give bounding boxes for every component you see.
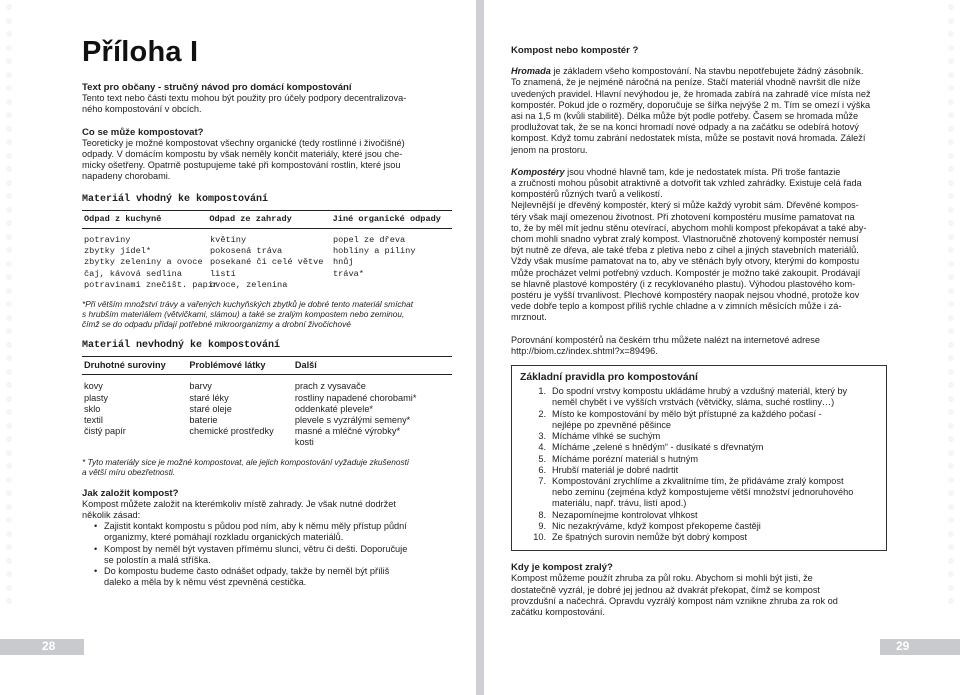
table-body: [82, 375, 452, 450]
komposter-line: Nejlevnější je dřevěný kompostér, který si může každý vyrobit sám. Dřevěné kompos-: [511, 200, 859, 211]
ripe-line: provzdušní a načechrá. Opravdu vyzrálý kompost nám vznikne zhruba za rok od: [511, 595, 838, 606]
rule-line: Nezapomínejme kontrolovat vlhkost: [552, 509, 698, 520]
komposter-line: chom mohli snadno vybrat zralý kompost. Vlastnoručně zhotovený kompostér nemusí: [511, 234, 859, 245]
table-cell: tráva*: [332, 268, 364, 279]
list-item: [520, 442, 876, 453]
table-cell: popel ze dřeva: [332, 235, 406, 246]
bullet-line: se polostín a malá stříška.: [104, 554, 211, 565]
how-line: několik zásad:: [82, 510, 141, 521]
unsuitable-table: [82, 356, 452, 450]
advice-link: http://biom.cz/index.shtml?x=89496.: [511, 345, 658, 356]
left-page-content: [82, 36, 452, 589]
rule-number: 8.: [538, 509, 546, 520]
list-item: [520, 431, 876, 442]
komposter-line: se hlavně plastové kompostéry (i z recyklovaného plastu). Výhodou plastového kom-: [511, 278, 856, 289]
unsuitable-note: a větší míru obezřetnosti.: [82, 466, 176, 477]
table-cell: listí: [210, 268, 236, 279]
rules-list: [520, 386, 876, 543]
what-line: napadeny chorobami.: [82, 171, 171, 182]
suitable-note: čímž se do odpadu přidají potřebné mikroorganizmy a drobní živočichové: [82, 319, 351, 330]
table-cell: barvy: [189, 381, 212, 392]
table-cell: ovoce, zelenina: [210, 279, 288, 290]
ripe-line: Kompost můžeme použít zhruba za půl roku. Abychom si mohli být jisti, že: [511, 573, 813, 584]
komposter-line: být nutně ze dřeva, ale také třeba z pletiva nebo z cihel a jiných stavebních materiálů.: [511, 245, 859, 256]
how-line: Kompost můžete založit na kterémkoliv místě zahrady. Je však nutné dodržet: [82, 498, 396, 509]
rule-number: 9.: [538, 520, 546, 531]
table-cell: sklo: [84, 403, 101, 414]
what-line: micky ošetřeny. Opatrně postupujeme také při kompostování rostlin, které jsou: [82, 160, 401, 171]
bullet-line: daleko a měla by k němu vést zpevněná cestička.: [104, 577, 307, 588]
table-cell: prach z vysavače: [294, 381, 366, 392]
rule-line: nejlépe po zpevněné pěšince: [552, 419, 672, 430]
list-item: [520, 532, 876, 543]
hromada-line: To znamená, že je nejméně náročná na peníze. Stačí materiál vhodně navršit dle níže: [511, 77, 861, 88]
table-cell: baterie: [189, 415, 218, 426]
hromada-line: asi na 1,5 m (kvůli stabilitě). Délka může být podle potřeby. Časem se hromada může: [511, 111, 859, 122]
rule-line: Hrubší materiál je dobré nadrtit: [552, 464, 679, 475]
table-cell: rostliny napadené chorobami*: [294, 392, 417, 403]
what-line: odpady. V domácím kompostu by však neměly končit materiály, které jsou che-: [82, 149, 403, 160]
intro-heading: Text pro občany - stručný návod pro domácí kompostování: [82, 82, 352, 93]
page-number-right: 29: [896, 639, 910, 653]
komposter-line: a zručnosti mohou působit atraktivně a dotvořit tak vzhled zahrádky. Existuje celá řada: [511, 178, 862, 189]
bullet-line: • Kompost by neměl být vystaven přímému slunci, větru či dešti. Doporučuje: [104, 543, 408, 554]
table-column: [333, 235, 452, 291]
rule-number: 10.: [533, 531, 546, 542]
table-cell: plevele s vyzrálými semeny*: [294, 415, 411, 426]
what-line: Teoreticky je možné kompostovat všechny organické (tedy rostlinné i živočišné): [82, 137, 405, 148]
table-column: [84, 381, 189, 448]
rule-line: materiálu, např. trávu, listí apod.): [552, 498, 687, 509]
hromada-line: je základem všeho kompostování. Na stavbu nepotřebujete žádný zásobník.: [550, 66, 864, 77]
how-heading: Jak založit kompost?: [82, 487, 179, 499]
right-page-content: [511, 45, 887, 618]
how-bullet-list: [94, 521, 452, 588]
table-cell: květiny: [210, 235, 247, 246]
ripe-line: začátku kompostování.: [511, 606, 605, 617]
suitable-heading: Materiál vhodný ke kompostování: [82, 193, 269, 205]
hromada-line: jenom na prostoru.: [511, 144, 588, 155]
rules-box: [511, 365, 887, 551]
table-cell: čaj, kávová sedlina: [84, 268, 182, 279]
komposter-line: může procházet velmi potřebný vzduch. Kompostér je možno také zakoupit. Prodávají: [511, 267, 861, 278]
left-page: [0, 0, 476, 695]
table-cell: kovy: [84, 381, 103, 392]
rule-number: 5.: [538, 453, 546, 464]
unsuitable-note: * Tyto materiály sice je možné kompostovat, ale jejich kompostování vyžaduje zkušenosti: [82, 456, 409, 467]
table-cell: posekané či celé větve: [210, 257, 324, 268]
suitable-note: s hrubším materiálem (větvičkami, slámou) a také se zralým kompostem nebo zeminou,: [82, 309, 405, 320]
rule-number: 4.: [538, 442, 546, 453]
table-header-cell: Druhotné suroviny: [84, 360, 166, 371]
binding-holes-left: [4, 4, 14, 691]
komposter-line: to, že by měl mít jednu stěnu otevírací, abychom mohli kompost překopávat a také aby-: [511, 222, 867, 233]
unsuitable-heading: Materiál nevhodný ke kompostování: [82, 340, 281, 352]
page-title: Příloha I: [82, 36, 199, 68]
hromada-line: kompost. Když tomu zabrání nedostatek místa, může se postavit nová hromada. Záleží: [511, 133, 866, 144]
bullet-line: • Zajistit kontakt kompostu s půdou pod ním, aby k němu měly přístup půdní: [104, 521, 407, 532]
page-gutter: [476, 0, 484, 695]
bullet-line: organizmy, které pomáhají rozkladu organických materiálů.: [104, 532, 344, 543]
table-header-row: [82, 211, 452, 229]
table-cell: potraviny: [84, 235, 131, 246]
list-item: [520, 386, 876, 408]
table-header-cell: Další: [294, 360, 317, 371]
table-header-cell: Jiné organické odpady: [332, 213, 441, 224]
table-column: [84, 235, 219, 291]
rule-line: Ze špatných surovin nemůže být dobrý kompost: [552, 531, 748, 542]
rule-line: neměl chybět i ve vyšších vrstvách (větvičky, sláma, suché rostliny…): [552, 397, 835, 408]
binding-holes-right: [946, 4, 956, 691]
table-column: [210, 235, 333, 291]
rule-line: nebo zeminu (zejména když kompostujeme větší množství jednoruhového: [552, 487, 854, 498]
page-number-left: 28: [42, 639, 56, 653]
list-item: [520, 465, 876, 476]
table-cell: plasty: [84, 392, 109, 403]
ripe-line: dostatečně vyzrál, je dobré jej jednou až dvakrát překopat, čímž se kompost: [511, 584, 820, 595]
table-cell: hobliny a piliny: [332, 246, 416, 257]
rule-number: 2.: [538, 408, 546, 419]
komposter-line: Vždy však musíme pamatovat na to, aby ve stěnách byly otvory, kterými do kompostu: [511, 256, 860, 267]
list-item: [94, 521, 452, 543]
ripe-heading: Kdy je kompost zralý?: [511, 562, 613, 574]
rule-line: Mícháme vlhké se suchým: [552, 431, 661, 442]
table-cell: čistý papír: [84, 426, 126, 437]
list-item: [520, 476, 876, 510]
table-cell: pokosená tráva: [210, 246, 283, 257]
list-item: [94, 566, 452, 588]
komposter-line: mrznout.: [511, 312, 547, 323]
komposter-line: kompostérů různých tvarů a velikostí.: [511, 189, 663, 200]
rule-line: Mícháme porézní materiál s hutným: [552, 453, 699, 464]
komposter-line: postéru je vyšší trvanlivost. Plechové kompostéry naopak nejsou vhodné, protože kov: [511, 290, 860, 301]
table-column: [189, 381, 294, 448]
table-body: [82, 229, 452, 293]
table-cell: zbytky jídel*: [84, 246, 152, 257]
komposter-first-line: [511, 167, 887, 178]
komposter-line: vede dobře teplo a kompost příliš rychle chladne a v zimních měsících může i zá-: [511, 301, 842, 312]
table-cell: hnůj: [332, 257, 354, 268]
suitable-table: [82, 210, 452, 293]
page-number-bar-right: [880, 639, 960, 655]
hromada-first-line: [511, 66, 887, 77]
rule-line: Mícháme „zelené s hnědým“ - dusíkaté s dřevnatým: [552, 442, 764, 453]
table-cell: masné a mléčné výrobky*: [294, 426, 401, 437]
table-column: [295, 381, 452, 448]
table-cell: kosti: [294, 437, 314, 448]
rule-number: 7.: [538, 475, 546, 486]
table-cell: staré oleje: [189, 403, 232, 414]
table-header-cell: Problémové látky: [189, 360, 266, 371]
rules-box-title: Základní pravidla pro kompostování: [520, 372, 698, 384]
list-item: [520, 409, 876, 431]
komposter-line: téry však mají omezenou životnost. Při zhotovení kompostéru musíme pamatovat na: [511, 211, 855, 222]
rule-line: Kompostování zrychlíme a zkvalitníme tím, že přidáváme zralý kompost: [552, 475, 844, 486]
list-item: [520, 454, 876, 465]
table-cell: chemické prostředky: [189, 426, 274, 437]
table-cell: potravinami znečišt. papír: [84, 279, 219, 290]
suitable-note: *Při větším množství trávy a vařených kuchyňských zbytků je dobré tento materiál smíchat: [82, 299, 414, 310]
rule-line: Do spodní vrstvy kompostu ukládáme hrubý a vzdušný materiál, který by: [552, 386, 848, 397]
komposter-line: jsou vhodné hlavně tam, kde je nedostatek místa. Při troše fantazie: [564, 166, 841, 177]
rule-number: 1.: [538, 386, 546, 397]
hromada-line: uvedených pravidel. Hlavní nevýhodou je, že hromada zabírá na zahradě více místa než: [511, 88, 871, 99]
what-heading: Co se může kompostovat?: [82, 126, 204, 138]
komposter-term: Kompostéry: [511, 166, 565, 177]
hromada-term: Hromada: [511, 66, 551, 77]
intro-line: Tento text nebo části textu mohou být použity pro účely podpory decentralizova-: [82, 93, 407, 104]
list-item: [520, 521, 876, 532]
bullet-line: • Do kompostu budeme často odnášet odpady, takže by neměl být příliš: [104, 566, 390, 577]
table-cell: textil: [84, 415, 103, 426]
rule-line: Místo ke kompostování by mělo být přístupné za každého počasí -: [552, 408, 822, 419]
rule-number: 6.: [538, 464, 546, 475]
table-cell: oddenkaté plevele*: [294, 403, 374, 414]
table-header-cell: Odpad ze zahrady: [209, 213, 292, 224]
right-page: [484, 0, 960, 695]
table-cell: staré léky: [189, 392, 229, 403]
hromada-line: kompostér. Pokud jde o rozměry, doporučuje se šířka nejvýše 2 m. Tím se omezí i výška: [511, 99, 871, 110]
table-cell: zbytky zeleniny a ovoce: [84, 257, 203, 268]
table-header-row: [82, 357, 452, 375]
intro-line: ného kompostování v obcích.: [82, 104, 202, 115]
hromada-line: prodlužovat tak, že se na konci hromadí nové odpady a na začátku se odebírá hotový: [511, 122, 859, 133]
compost-heading: Kompost nebo kompostér ?: [511, 45, 639, 56]
table-header-cell: Odpad z kuchyně: [84, 213, 162, 224]
list-item: [520, 510, 876, 521]
rule-number: 3.: [538, 431, 546, 442]
rule-line: Nic nezakrýváme, když kompost překopeme častěji: [552, 520, 761, 531]
advice-line: Porovnání kompostérů na českém trhu můžete nalézt na internetové adrese: [511, 334, 820, 345]
list-item: [94, 544, 452, 566]
